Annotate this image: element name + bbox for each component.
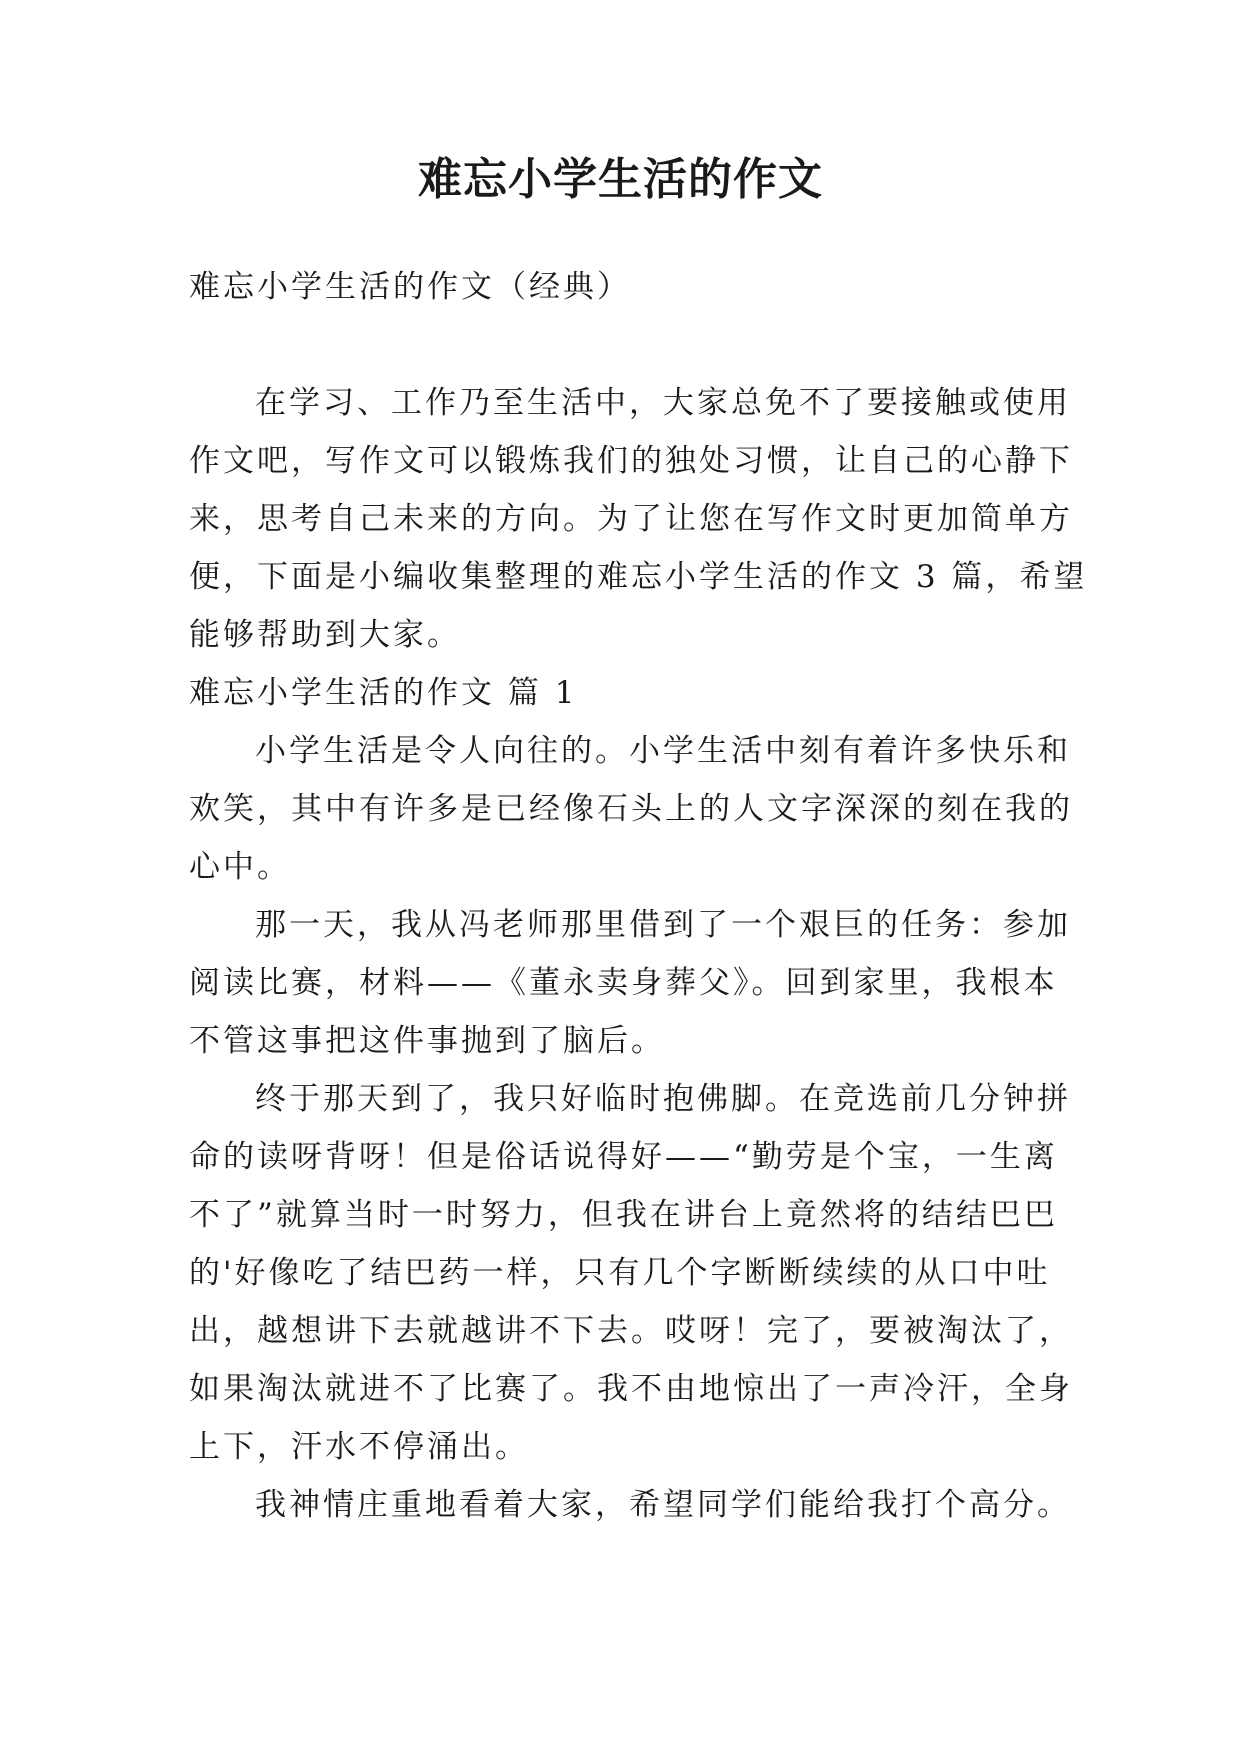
paragraph-line: 我神情庄重地看着大家，希望同学们能给我打个高分。 <box>255 1487 1071 1523</box>
paragraph-line: 不了”就算当时一时努力，但我在讲台上竟然将的结结巴巴 <box>189 1197 1058 1233</box>
body-paragraph-1 <box>189 722 1073 896</box>
paragraph-line: 小学生活是令人向往的。小学生活中刻有着许多快乐和 <box>255 733 1071 769</box>
paragraph-line: 阅读比赛，材料——《董永卖身葬父》。回到家里，我根本 <box>189 965 1058 1001</box>
document-body <box>189 258 1088 1534</box>
paragraph-line: 如果淘汰就进不了比赛了。我不由地惊出了一声冷汗，全身 <box>189 1371 1073 1407</box>
body-paragraph-3 <box>189 1070 1073 1476</box>
paragraph-line: 心中。 <box>189 849 291 885</box>
intro-line: 作文吧，写作文可以锻炼我们的独处习惯，让自己的心静下 <box>189 443 1073 479</box>
paragraph-line: 命的读呀背呀！但是俗话说得好——“勤劳是个宝，一生离 <box>189 1139 1058 1175</box>
intro-paragraph <box>189 374 1088 664</box>
section-heading: 难忘小学生活的作文 篇 1 <box>189 675 578 711</box>
intro-line: 在学习、工作乃至生活中，大家总免不了要接触或使用 <box>255 385 1071 421</box>
document-title: 难忘小学生活的作文 <box>418 154 823 205</box>
paragraph-line: 那一天，我从冯老师那里借到了一个艰巨的任务：参加 <box>255 907 1071 943</box>
body-paragraph-2 <box>189 896 1069 1070</box>
paragraph-line: 上下，汗水不停涌出。 <box>189 1429 529 1465</box>
paragraph-line: 终于那天到了，我只好临时抱佛脚。在竞选前几分钟拼 <box>255 1081 1071 1117</box>
paragraph-line: 出，越想讲下去就越讲不下去。哎呀！完了，要被淘汰了， <box>189 1313 1073 1349</box>
paragraph-line: 欢笑，其中有许多是已经像石头上的人文字深深的刻在我的 <box>189 791 1073 827</box>
paragraph-line: 不管这事把这件事抛到了脑后。 <box>189 1023 665 1059</box>
intro-line: 便，下面是小编收集整理的难忘小学生活的作文 3 篇，希望 <box>189 559 1088 595</box>
intro-line: 能够帮助到大家。 <box>189 617 461 653</box>
paragraph-line: 的'好像吃了结巴药一样，只有几个字断断续续的从口中吐 <box>189 1255 1051 1291</box>
body-paragraph-4 <box>189 1476 1069 1534</box>
document-subtitle: 难忘小学生活的作文（经典） <box>189 269 631 305</box>
intro-line: 来，思考自己未来的方向。为了让您在写作文时更加简单方 <box>189 501 1073 537</box>
